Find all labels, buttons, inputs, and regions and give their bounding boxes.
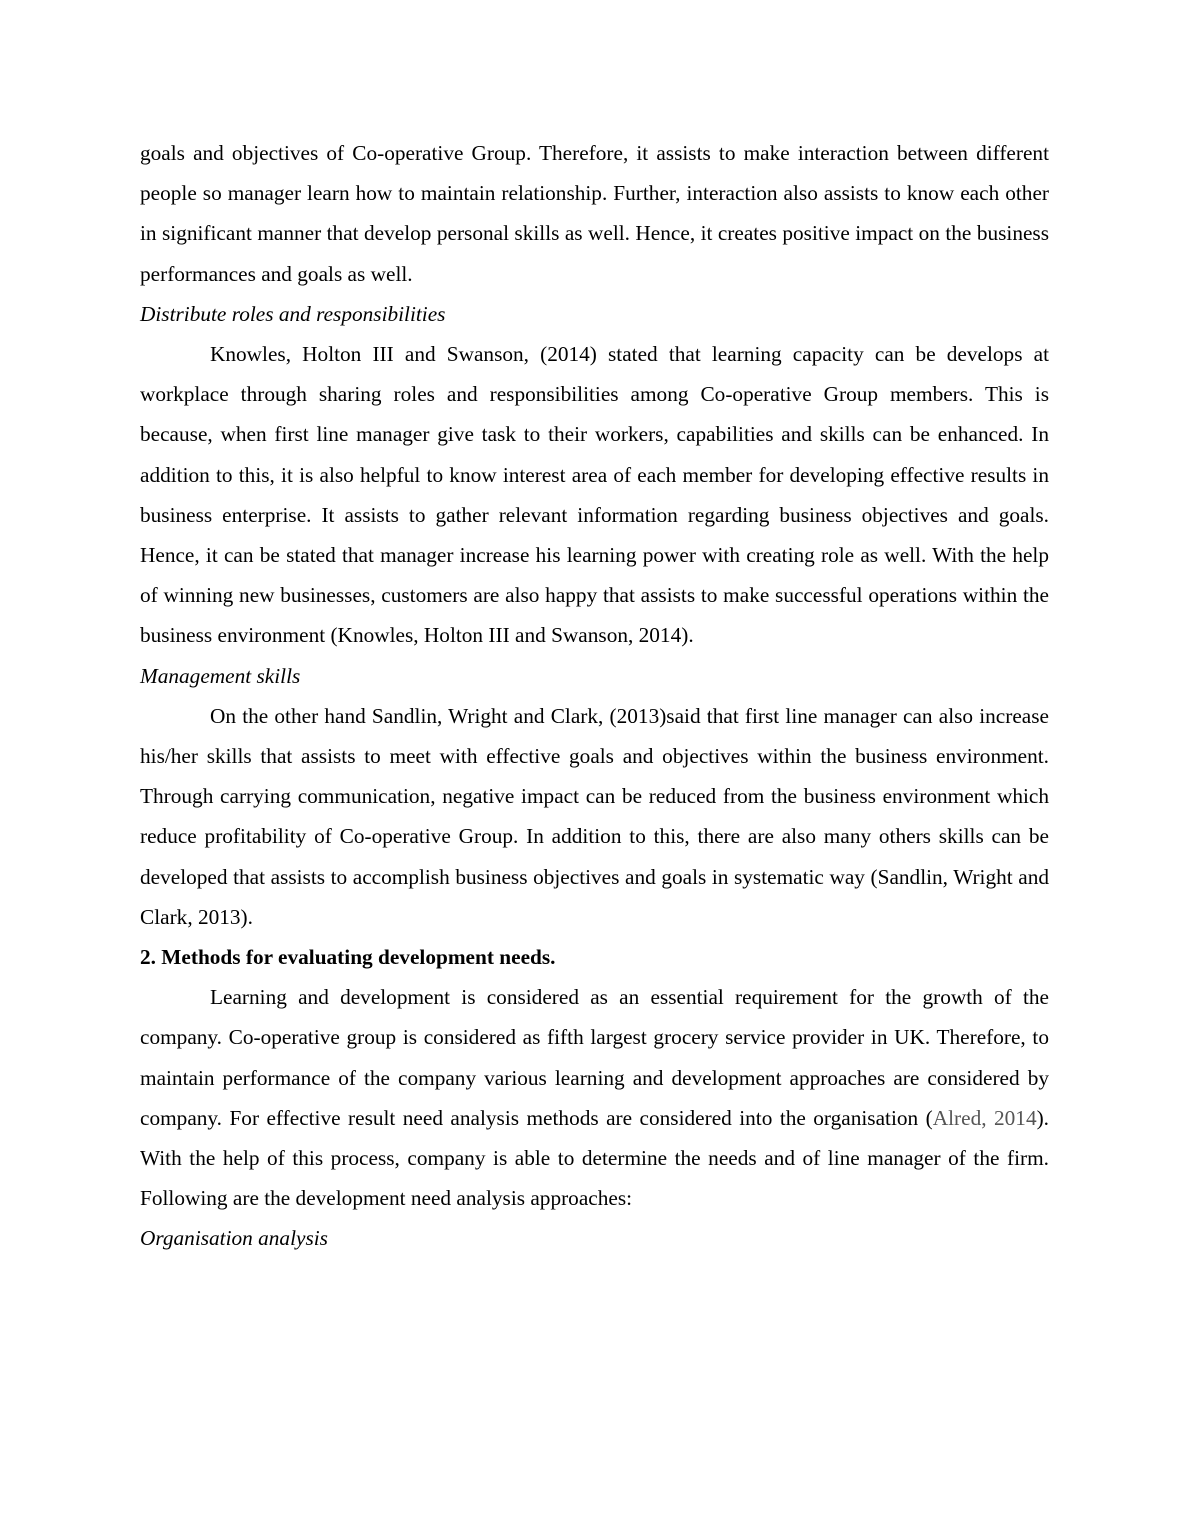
citation-alred: Alred, 2014 <box>932 1105 1037 1130</box>
paragraph-methods <box>140 977 1049 1218</box>
paragraph-intro: goals and objectives of Co-operative Group. Therefore, it assists to make interaction between different people so manager learn how to maintain relationship. Further, interaction also assists to know each other in significant manner that develop personal skills as well. Hence, it creates positive impact on the business performances and goals as well. <box>140 141 1049 286</box>
paragraph-methods-text-end: ). With the help of this process, company is able to determine the needs and of line manager of the firm. Following are the development need analysis approaches: <box>140 1105 1050 1211</box>
document-page <box>140 133 1049 1259</box>
subheading-distribute-roles: Distribute roles and responsibilities <box>140 301 446 326</box>
subheading-management-skills: Management skills <box>140 663 301 688</box>
paragraph-management-skills: On the other hand Sandlin, Wright and Clark, (2013)said that first line manager can also increase his/her skills that assists to meet with effective goals and objectives within the business environment. Through carrying communication, negative impact can be reduced from the business environment which reduce profitability of Co-operative Group. In addition to this, there are also many others skills can be developed that assists to accomplish business objectives and goals in systematic way (Sandlin, Wright and Clark, 2013). <box>140 703 1049 929</box>
paragraph-methods-text-start: Learning and development is considered as an essential requirement for the growth of the company. Co-operative group is considered as fifth largest grocery service provider in UK. Therefore, to maintain performance of the company various learning and development approaches are considered by company. For effective result need analysis methods are considered into the organisation ( <box>140 985 1049 1130</box>
section-heading-methods: 2. Methods for evaluating development needs. <box>140 945 556 970</box>
subheading-organisation-analysis: Organisation analysis <box>140 1226 328 1251</box>
paragraph-distribute-roles: Knowles, Holton III and Swanson, (2014) stated that learning capacity can be develops at workplace through sharing roles and responsibilities among Co-operative Group members. This is because, when first line manager give task to their workers, capabilities and skills can be enhanced. In addition to this, it is also helpful to know interest area of each member for developing effective results in business enterprise. It assists to gather relevant information regarding business objectives and goals. Hence, it can be stated that manager increase his learning power with creating role as well. With the help of winning new businesses, customers are also happy that assists to make successful operations within the business environment (Knowles, Holton III and Swanson, 2014). <box>140 342 1049 648</box>
